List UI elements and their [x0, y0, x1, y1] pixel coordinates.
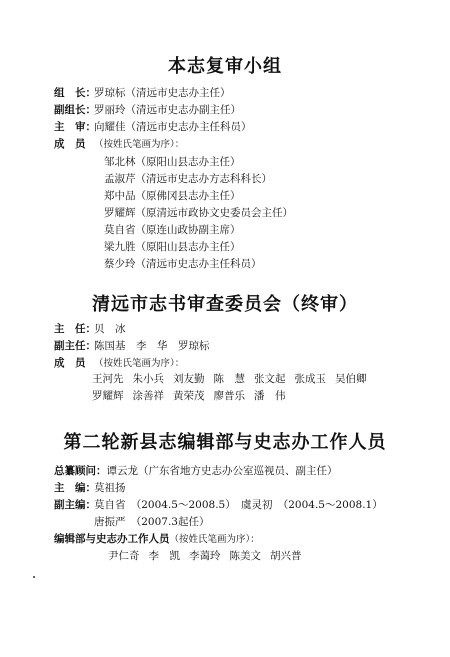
value-deputy-editor: 莫自省 （2004.5～2008.5） 虞灵初 （2004.5～2008.1） — [94, 499, 383, 511]
list-item: 李 凯 — [148, 550, 180, 562]
list-item: 尹仁奇 — [108, 550, 140, 562]
label-staff: 编辑部与史志办工作人员 — [54, 533, 170, 545]
list-item: 张成玉 — [294, 373, 326, 385]
list-item: 朱小兵 — [132, 373, 164, 385]
staff-list — [108, 550, 311, 563]
label-chief-advisor: 总纂顾问： — [54, 465, 107, 477]
list-item: 涂善祥 — [132, 390, 164, 402]
section-title-review-committee: 清远市志书审查委员会（终审） — [92, 294, 358, 315]
value-chief-advisor: 谭云龙（广东省地方史志办公室巡视员、副主任） — [106, 465, 338, 477]
list-item: 罗耀辉（原清远市政协文史委员会主任） — [104, 207, 293, 219]
value-deputy-director: 陈国基 李 华 罗琼标 — [94, 340, 210, 352]
section-title-editorial-staff: 第二轮新县志编辑部与史志办工作人员 — [63, 432, 387, 453]
list-item: 胡兴普 — [270, 550, 302, 562]
row-chief-advisor — [54, 465, 338, 478]
label-chief-reviewer: 主 审： — [54, 121, 96, 133]
row-deputy-editor — [54, 499, 383, 512]
committee-members-line-2 — [92, 390, 295, 403]
members-order-note: （按姓氏笔画为序）： — [94, 139, 185, 150]
list-item: 孟淑芹（清远市史志办方志科科长） — [104, 173, 272, 185]
row-group-leader — [54, 87, 231, 100]
list-item: 王河先 — [92, 373, 124, 385]
label-deputy-director: 副主任： — [54, 340, 96, 352]
label-editor-in-chief: 主 编： — [54, 482, 96, 494]
list-item: 蔡少玲（清远市史志办主任科员） — [104, 258, 262, 270]
row-staff-heading — [54, 533, 260, 546]
row-committee-members-heading — [54, 357, 184, 370]
label-director: 主 任： — [54, 323, 96, 335]
label-committee-members: 成 员 — [54, 357, 86, 369]
row-deputy-director — [54, 340, 210, 353]
value-chief-reviewer: 向耀佳（清远市史志办主任科员） — [94, 121, 252, 133]
list-item: 潘 伟 — [254, 390, 286, 402]
list-item: 梁九胜（原阳山县志办主任） — [104, 241, 241, 253]
label-members: 成 员 — [54, 138, 86, 150]
list-item: 罗耀辉 — [92, 390, 124, 402]
list-item: 黄荣茂 — [173, 390, 205, 402]
row-director — [54, 323, 126, 336]
label-group-leader: 组 长： — [54, 87, 96, 99]
value-deputy-leader: 罗丽玲（清远市史志办副主任） — [94, 104, 241, 116]
section-title-review-group: 本志复审小组 — [168, 56, 282, 77]
list-item: 郑中品（原佛冈县志办主任） — [104, 190, 241, 202]
speck-mark — [33, 576, 35, 578]
row-deputy-leader — [54, 104, 241, 117]
row-deputy-editor-continued: 唐振严 （2007.3起任） — [94, 516, 210, 528]
committee-order-note: （按姓氏笔画为序）： — [94, 358, 185, 369]
list-item: 张文起 — [254, 373, 286, 385]
value-editor-in-chief: 莫祖扬 — [94, 482, 126, 494]
list-item: 莫自省（原连山政协副主席） — [104, 224, 241, 236]
label-deputy-leader: 副组长： — [54, 104, 96, 116]
list-item: 陈美文 — [229, 550, 261, 562]
list-item: 廖普乐 — [213, 390, 245, 402]
row-editor-in-chief — [54, 482, 126, 495]
list-item: 邹北林（原阳山县志办主任） — [104, 156, 241, 168]
label-deputy-editor: 副主编： — [54, 499, 96, 511]
list-item: 陈 慧 — [213, 373, 245, 385]
list-item: 李蔼玲 — [189, 550, 221, 562]
list-item: 刘友勤 — [173, 373, 205, 385]
row-chief-reviewer — [54, 121, 252, 134]
staff-order-note: （按姓氏笔画为序）： — [169, 534, 260, 545]
row-members-heading — [54, 138, 184, 151]
committee-members-line-1 — [92, 373, 376, 386]
list-item: 吴伯卿 — [335, 373, 367, 385]
value-group-leader: 罗琼标（清远市史志办主任） — [94, 87, 231, 99]
value-director: 贝 冰 — [94, 323, 126, 335]
